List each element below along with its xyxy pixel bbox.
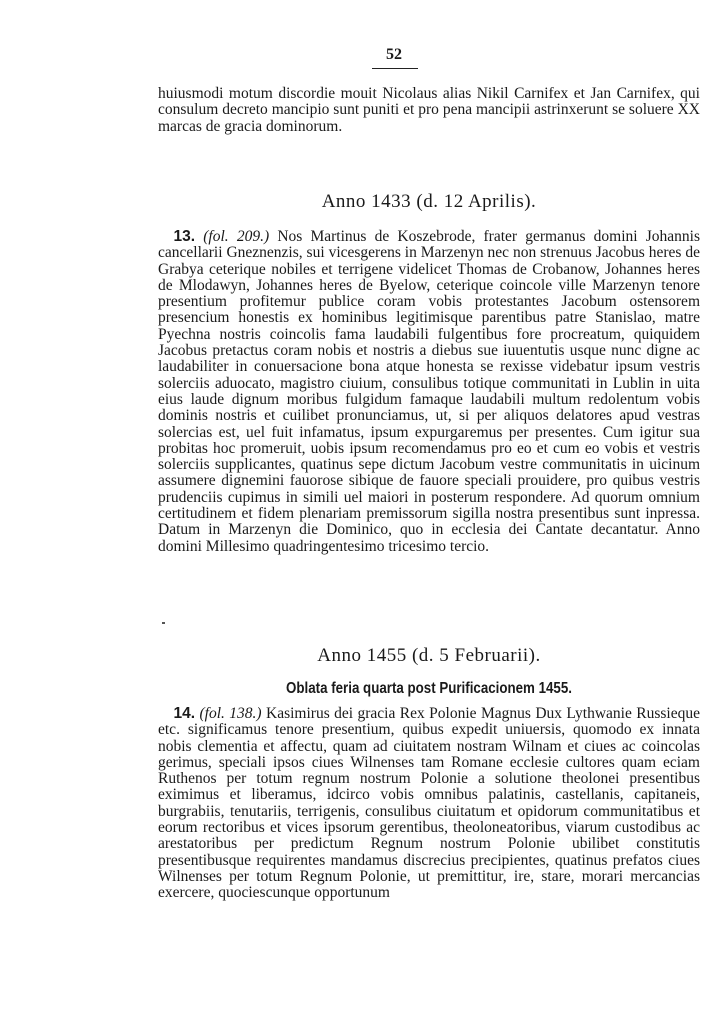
entry-13-folio: (fol. 209.) [203,228,270,245]
intro-text: huiusmodi motum discordie mouit Nicolaus alias Nikil Carnifex et Jan Carnifex, qui consulum decreto mancipio sunt puniti et pro pena mancipii astrinxerunt se soluere XX marcas de gracia dominorum. [158,85,700,135]
entry-13-heading: Anno 1433 (d. 12 Aprilis). [321,191,537,212]
entry-13-paragraph [158,229,700,555]
entry-13-body [158,229,700,555]
entry-14-folio: (fol. 138.) [199,705,262,722]
entry-14-number: 14. [173,705,196,722]
entry-14-heading: Anno 1455 (d. 5 Februarii). [317,645,541,666]
entry-14-text: Kasimirus dei gracia Rex Polonie Magnus Dux Lythwanie Russieque etc. significamus tenore presentium, quibus expedit uniuersis, quomodo ex innata nobis clementia et affectu, quam ad ciuitatem nostram Wilnam et ciues ac coincolas gerimus, speciali ipsos ciues Wilnenses tam Romane ecclesie cultores quam eciam Ruthenos per totum regnum nostrum Polonie a solutione theolonei presentibus eximimus et liberamus, idcirco vobis omnibus palatinis, castellanis, capitaneis, burgrabiis, tenutariis, terrigenis, consulibus ciuitatum et opidorum communitatibus et eorum rectoribus et vices ipsorum gerentibus, theoloneatoribus, viarum custodibus ac arestatoribus per predictum Regnum nostrum Polonie ubilibet constitutis presentibusque requirentes mandamus discrecius precipientes, quatinus prefatos ciues Wilnenses per totum Regnum Polonie, ut premittitur, ire, stare, morari mercancias exercere, quociescunque opportunum [158,705,700,902]
entry-14-subheading: Oblata feria quarta post Purificacionem 1455. [286,680,572,697]
page-number: 52 [386,46,402,63]
entry-13-number: 13. [173,228,196,245]
entry-14-paragraph [158,706,700,902]
margin-speck [162,622,165,624]
entry-13-text: Nos Martinus de Koszebrode, frater germanus domini Johannis cancellarii Gneznenzis, sui vicesgerens in Marzenyn nec non strenuus Jacobus heres de Grabya ceterique nobiles et terrigene videlicet Thomas de Crobanow, Johannes heres de Mlodawyn, Johannes heres de Byelow, ceterique coincole ville Marzenyn tenore presentium profitemur publice coram vobis protestantes Jacobum ostensorem presencium honestis ex hominibus legitimisque parentibus patre Stanislao, matre Pyechna nostris coincolis fama laudabili fulgentibus fore procreatum, quiquidem Jacobus pretactus coram nobis et nostris a diebus sue iuuentutis usque nunc digne ac laudabiliter in conuersacione bona atque honesta se rexisse videbatur ipsum vestris solerciis aduocato, magistro ciuium, consulibus totique communitati in Lublin in uita eius laude dignum moribus fulgidum famaque laudabili multum redolentum vobis dominis nostris et cuilibet pronunciamus, ut, si per aliquos delatores apud vestras solercias est, uel fuit infamatus, ipsum expurgaremus per presentes. Cum igitur sua probitas hoc promeruit, uobis ipsum recomendamus pro eo et cum eo vobis et vestris solerciis supplicantes, quatinus sepe dictum Jacobum vestre communitatis in uicinum assumere dignemini fauorose sibique de fauore speciali prouidere, pro quibus vestris prudenciis cupimus in simili uel maiori in posterum respondere. Ad quorum omnium certitudinem et fidem plenariam premissorum sigilla nostra presentibus sunt inpressa. Datum in Marzenyn die Dominico, quo in ecclesia dei Cantate decantatur. Anno domini Millesimo quadringentesimo tricesimo tercio. [158,228,701,555]
page-number-rule [372,68,418,69]
intro-paragraph [158,86,700,135]
entry-14-body [158,706,700,902]
